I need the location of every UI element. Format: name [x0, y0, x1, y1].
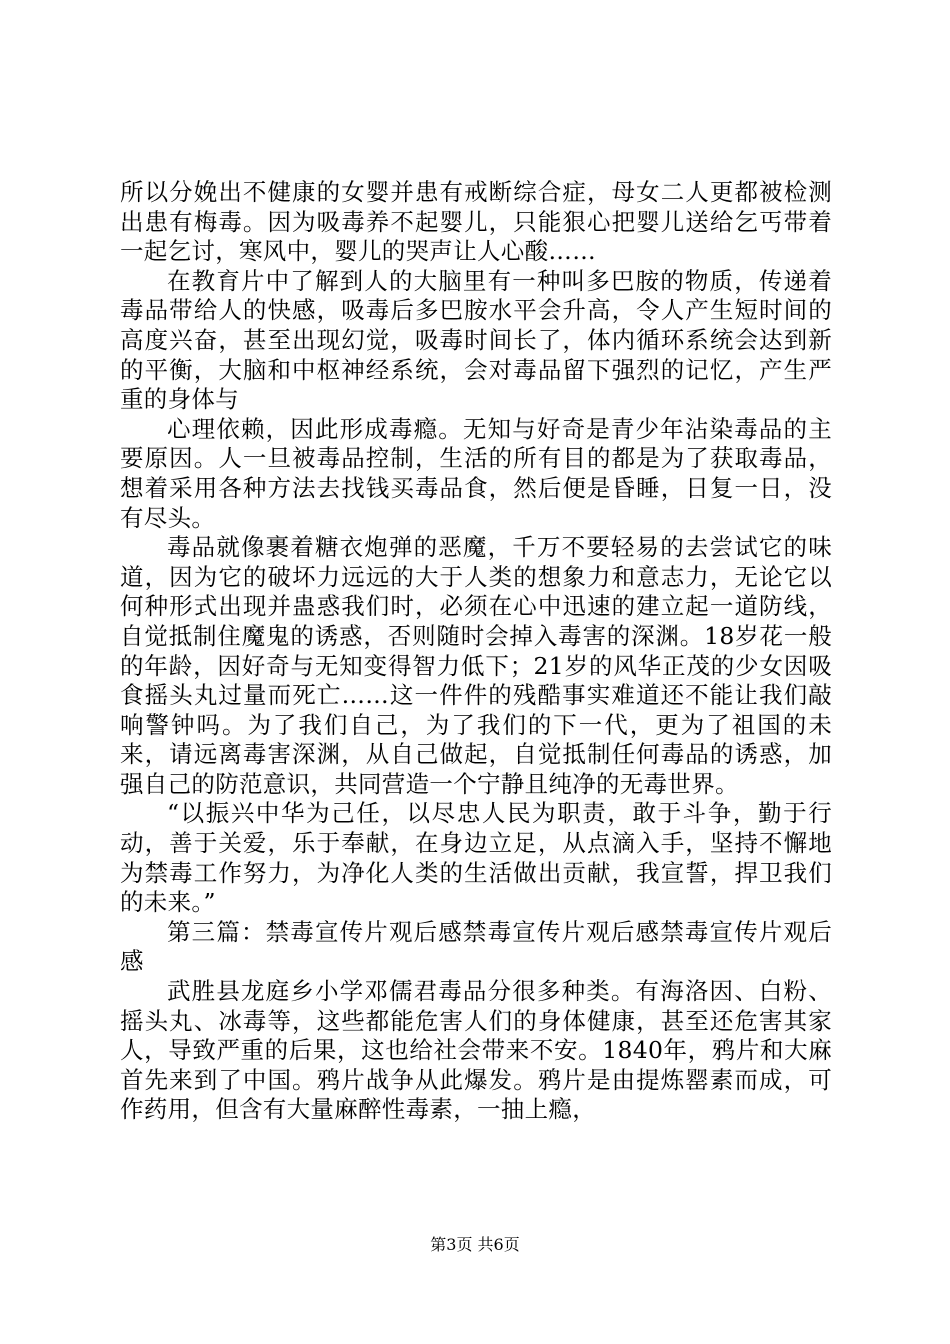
paragraph-5: “以振兴中华为己任，以尽忠人民为职责，敢于斗争，勤于行动，善于关爱，乐于奉献，在身边立足，从点滴入手，坚持不懈地为禁毒工作努力，为净化人类的生活做出贡献，我宣誓，捍卫我们的未来。”: [120, 799, 832, 917]
paragraph-1: 所以分娩出不健康的女婴并患有戒断综合症，母女二人更都被检测出患有梅毒。因为吸毒养不起婴儿，只能狠心把婴儿送给乞丐带着一起乞讨，寒风中，婴儿的哭声让人心酸……: [120, 178, 832, 266]
paragraph-2: 在教育片中了解到人的大脑里有一种叫多巴胺的物质，传递着毒品带给人的快感，吸毒后多巴胺水平会升高，令人产生短时间的高度兴奋，甚至出现幻觉，吸毒时间长了，体内循环系统会达到新的平衡，大脑和中枢神经系统，会对毒品留下强烈的记忆，产生严重的身体与: [120, 266, 832, 414]
paragraph-3: 心理依赖，因此形成毒瘾。无知与好奇是青少年沾染毒品的主要原因。人一旦被毒品控制，生活的所有目的都是为了获取毒品，想着采用各种方法去找钱买毒品食，然后便是昏睡，日复一日，没有尽头。: [120, 414, 832, 532]
paragraph-7: 武胜县龙庭乡小学邓儒君毒品分很多种类。有海洛因、白粉、摇头丸、冰毒等，这些都能危害人们的身体健康，甚至还危害其家人，导致严重的后果，这也给社会带来不安。1840年，鸦片和大麻首先来到了中国。鸦片战争从此爆发。鸦片是由提炼罂素而成，可作药用，但含有大量麻醉性毒素，一抽上瘾，: [120, 977, 832, 1124]
page-number: 第3页 共6页: [430, 1235, 520, 1254]
paragraph-4: 毒品就像裹着糖衣炮弹的恶魔，千万不要轻易的去尝试它的味道，因为它的破坏力远远的大于人类的想象力和意志力，无论它以何种形式出现并蛊惑我们时，必须在心中迅速的建立起一道防线，自觉抵制住魔鬼的诱惑，否则随时会掉入毒害的深渊。18岁花一般的年龄，因好奇与无知变得智力低下；21岁的风华正茂的少女因吸食摇头丸过量而死亡……这一件件的残酷事实难道还不能让我们敲响警钟吗。为了我们自己，为了我们的下一代，更为了祖国的未来，请远离毒害深渊，从自己做起，自觉抵制任何毒品的诱惑，加强自己的防范意识，共同营造一个宁静且纯净的无毒世界。: [120, 533, 832, 798]
section-heading: 第三篇：禁毒宣传片观后感禁毒宣传片观后感禁毒宣传片观后感: [120, 917, 832, 976]
document-body: [120, 178, 832, 1125]
